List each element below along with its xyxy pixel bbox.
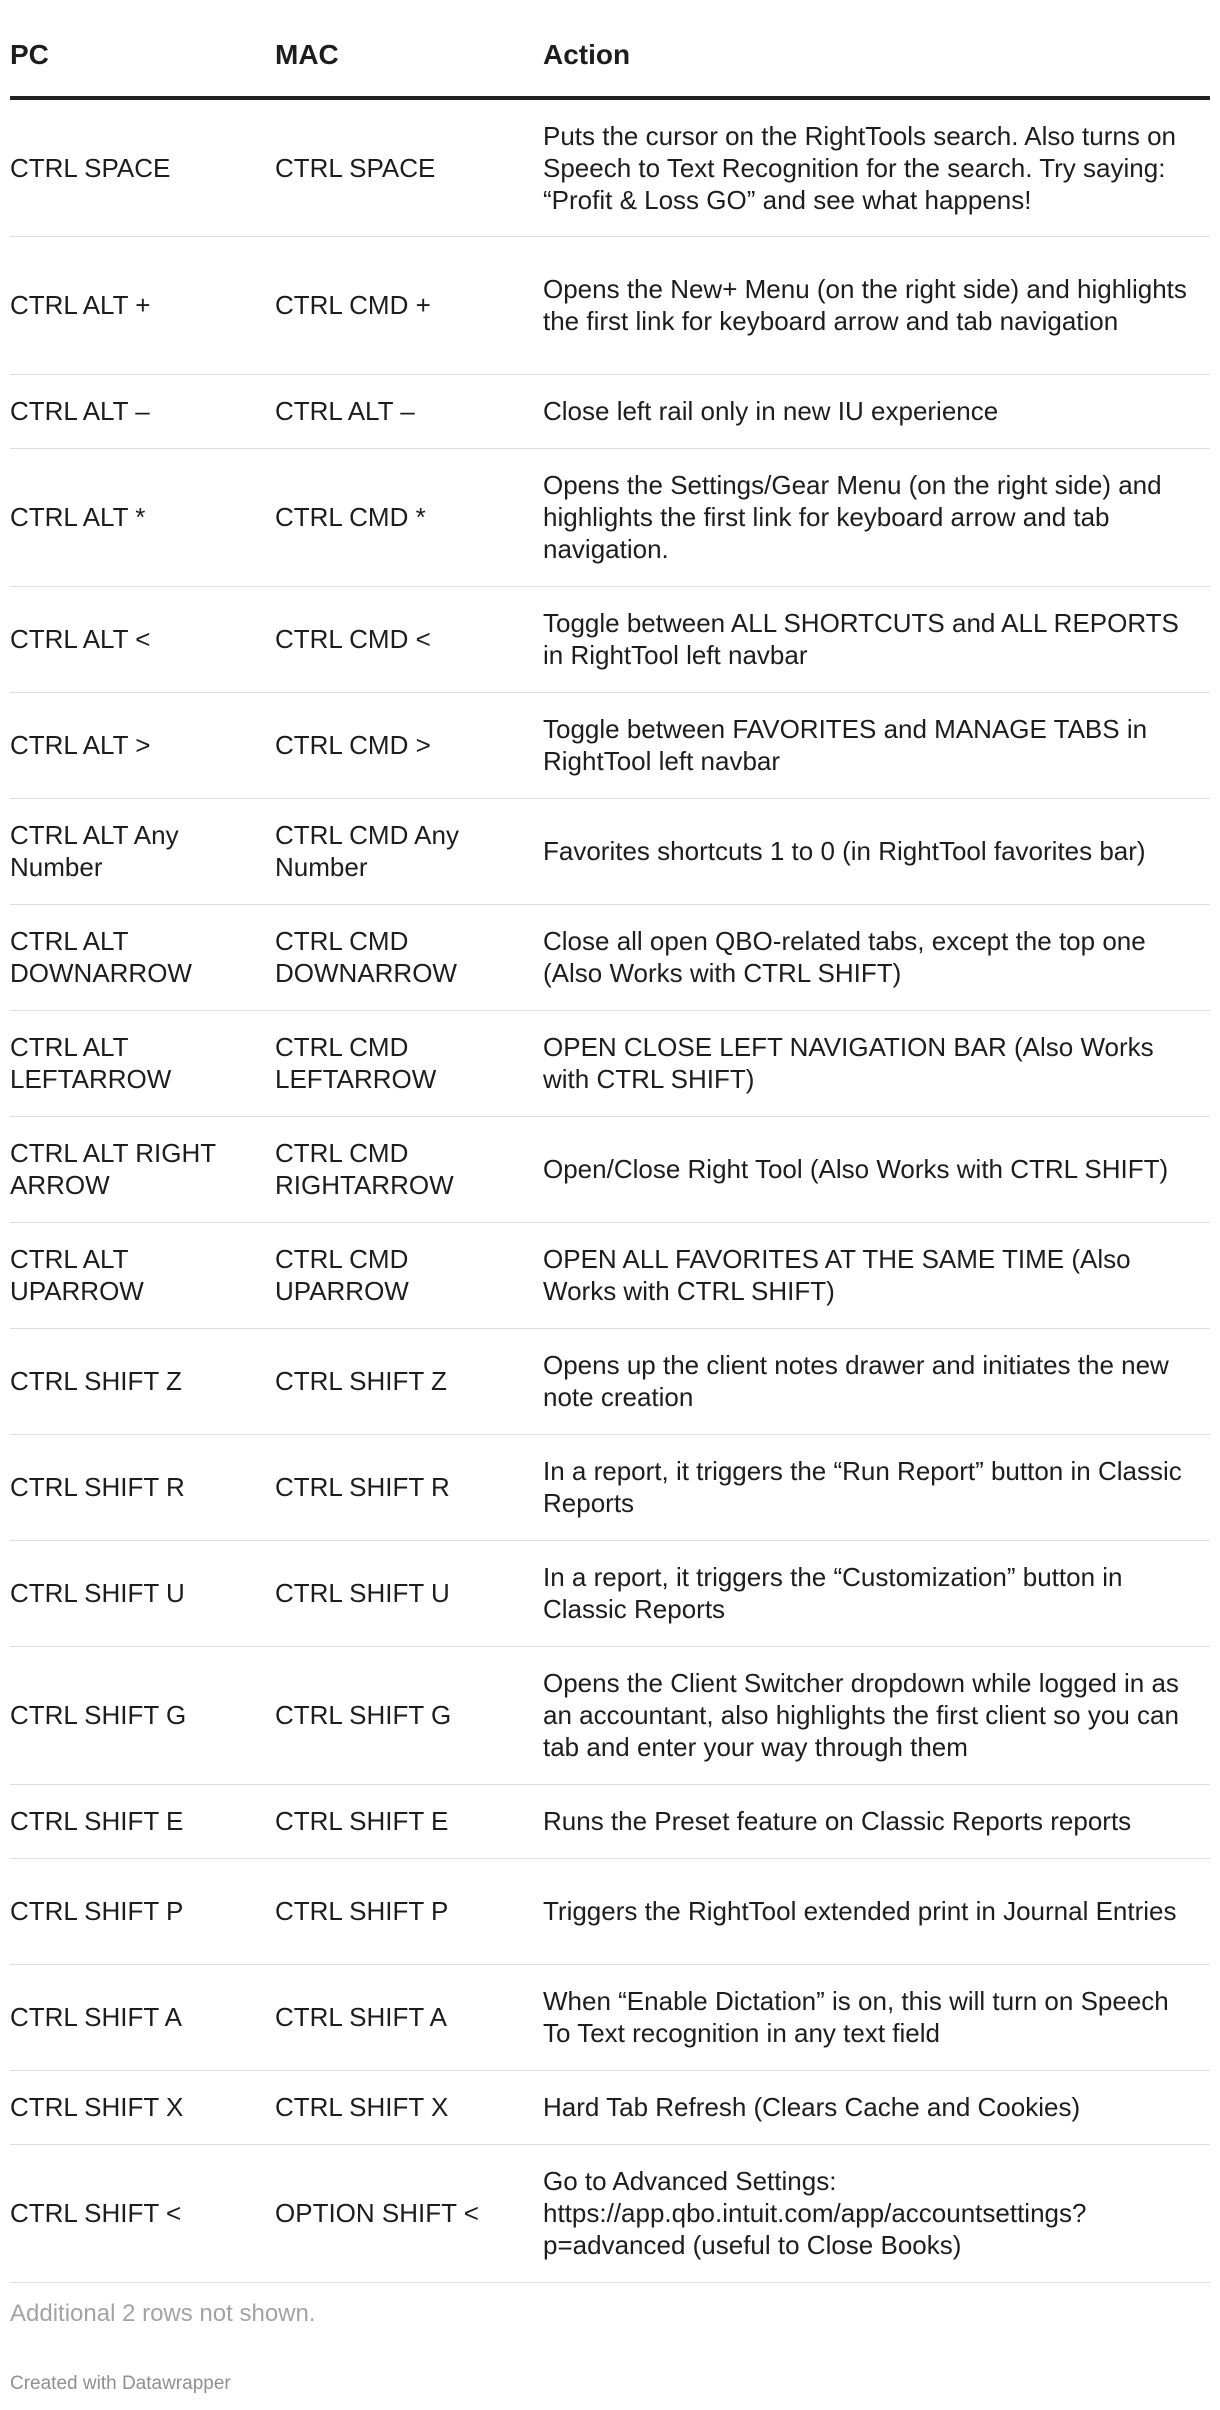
action-cell: Opens the New+ Menu (on the right side) and highlights the first link for keyboard arrow and tab navigation [543,236,1210,374]
mac-shortcut-cell: OPTION SHIFT < [275,2144,543,2282]
action-cell: Favorites shortcuts 1 to 0 (in RightTool favorites bar) [543,798,1210,904]
pc-shortcut-cell: CTRL SHIFT G [10,1646,275,1784]
mac-shortcut-cell: CTRL ALT – [275,374,543,448]
action-cell: Close left rail only in new IU experience [543,374,1210,448]
action-cell: Opens the Client Switcher dropdown while logged in as an accountant, also highlights the first client so you can tab and enter your way through them [543,1646,1210,1784]
column-header-pc[interactable]: PC [10,0,275,98]
action-cell: Runs the Preset feature on Classic Reports reports [543,1784,1210,1858]
table-row [10,798,1210,904]
table-row [10,1222,1210,1328]
pc-shortcut-cell: CTRL ALT LEFTARROW [10,1010,275,1116]
pc-shortcut-cell: CTRL ALT UPARROW [10,1222,275,1328]
action-cell: Toggle between FAVORITES and MANAGE TABS in RightTool left navbar [543,692,1210,798]
table-row [10,586,1210,692]
table-row [10,692,1210,798]
action-cell: Opens the Settings/Gear Menu (on the right side) and highlights the first link for keyboard arrow and tab navigation. [543,448,1210,586]
table-row [10,1434,1210,1540]
mac-shortcut-cell: CTRL CMD RIGHTARROW [275,1116,543,1222]
mac-shortcut-cell: CTRL CMD DOWNARROW [275,904,543,1010]
table-row [10,236,1210,374]
shortcuts-table-container [10,0,1210,2283]
action-cell: Opens up the client notes drawer and initiates the new note creation [543,1328,1210,1434]
table-header-row [10,0,1210,98]
action-cell: Go to Advanced Settings: https://app.qbo.intuit.com/app/accountsettings?p=advanced (useful to Close Books) [543,2144,1210,2282]
table-row [10,904,1210,1010]
action-cell: OPEN CLOSE LEFT NAVIGATION BAR (Also Works with CTRL SHIFT) [543,1010,1210,1116]
mac-shortcut-cell: CTRL SHIFT U [275,1540,543,1646]
mac-shortcut-cell: CTRL CMD < [275,586,543,692]
column-header-action[interactable]: Action [543,0,1210,98]
pc-shortcut-cell: CTRL ALT – [10,374,275,448]
action-cell: When “Enable Dictation” is on, this will turn on Speech To Text recognition in any text field [543,1964,1210,2070]
table-notes: Additional 2 rows not shown. [10,2300,316,2327]
pc-shortcut-cell: CTRL SHIFT R [10,1434,275,1540]
action-cell: Close all open QBO-related tabs, except the top one (Also Works with CTRL SHIFT) [543,904,1210,1010]
table-row [10,1646,1210,1784]
table-row [10,1540,1210,1646]
pc-shortcut-cell: CTRL SHIFT E [10,1784,275,1858]
action-cell: In a report, it triggers the “Customization” button in Classic Reports [543,1540,1210,1646]
table-row [10,2144,1210,2282]
mac-shortcut-cell: CTRL SHIFT P [275,1858,543,1964]
pc-shortcut-cell: CTRL ALT DOWNARROW [10,904,275,1010]
shortcuts-table [10,0,1210,2283]
table-body [10,98,1210,2282]
table-row [10,1116,1210,1222]
mac-shortcut-cell: CTRL SHIFT X [275,2070,543,2144]
action-cell: OPEN ALL FAVORITES AT THE SAME TIME (Also Works with CTRL SHIFT) [543,1222,1210,1328]
mac-shortcut-cell: CTRL CMD + [275,236,543,374]
mac-shortcut-cell: CTRL CMD > [275,692,543,798]
mac-shortcut-cell: CTRL SPACE [275,98,543,236]
table-row [10,374,1210,448]
pc-shortcut-cell: CTRL ALT > [10,692,275,798]
mac-shortcut-cell: CTRL CMD Any Number [275,798,543,904]
pc-shortcut-cell: CTRL SHIFT Z [10,1328,275,1434]
action-cell: Open/Close Right Tool (Also Works with CTRL SHIFT) [543,1116,1210,1222]
pc-shortcut-cell: CTRL ALT < [10,586,275,692]
action-cell: In a report, it triggers the “Run Report” button in Classic Reports [543,1434,1210,1540]
pc-shortcut-cell: CTRL SPACE [10,98,275,236]
pc-shortcut-cell: CTRL SHIFT A [10,1964,275,2070]
pc-shortcut-cell: CTRL SHIFT X [10,2070,275,2144]
mac-shortcut-cell: CTRL SHIFT R [275,1434,543,1540]
table-row [10,98,1210,236]
mac-shortcut-cell: CTRL SHIFT G [275,1646,543,1784]
action-cell: Triggers the RightTool extended print in Journal Entries [543,1858,1210,1964]
pc-shortcut-cell: CTRL ALT RIGHT ARROW [10,1116,275,1222]
pc-shortcut-cell: CTRL SHIFT P [10,1858,275,1964]
table-row [10,1784,1210,1858]
mac-shortcut-cell: CTRL SHIFT A [275,1964,543,2070]
table-row [10,448,1210,586]
pc-shortcut-cell: CTRL SHIFT < [10,2144,275,2282]
table-row [10,2070,1210,2144]
mac-shortcut-cell: CTRL CMD UPARROW [275,1222,543,1328]
table-row [10,1858,1210,1964]
column-header-mac[interactable]: MAC [275,0,543,98]
table-row [10,1328,1210,1434]
mac-shortcut-cell: CTRL SHIFT Z [275,1328,543,1434]
mac-shortcut-cell: CTRL CMD * [275,448,543,586]
pc-shortcut-cell: CTRL ALT + [10,236,275,374]
action-cell: Toggle between ALL SHORTCUTS and ALL REPORTS in RightTool left navbar [543,586,1210,692]
table-row [10,1964,1210,2070]
action-cell: Hard Tab Refresh (Clears Cache and Cookies) [543,2070,1210,2144]
pc-shortcut-cell: CTRL ALT * [10,448,275,586]
action-cell: Puts the cursor on the RightTools search. Also turns on Speech to Text Recognition for the search. Try saying: “Profit & Loss GO” and see what happens! [543,98,1210,236]
pc-shortcut-cell: CTRL SHIFT U [10,1540,275,1646]
table-row [10,1010,1210,1116]
mac-shortcut-cell: CTRL CMD LEFTARROW [275,1010,543,1116]
pc-shortcut-cell: CTRL ALT Any Number [10,798,275,904]
datawrapper-credit-link[interactable]: Created with Datawrapper [10,2373,231,2394]
mac-shortcut-cell: CTRL SHIFT E [275,1784,543,1858]
